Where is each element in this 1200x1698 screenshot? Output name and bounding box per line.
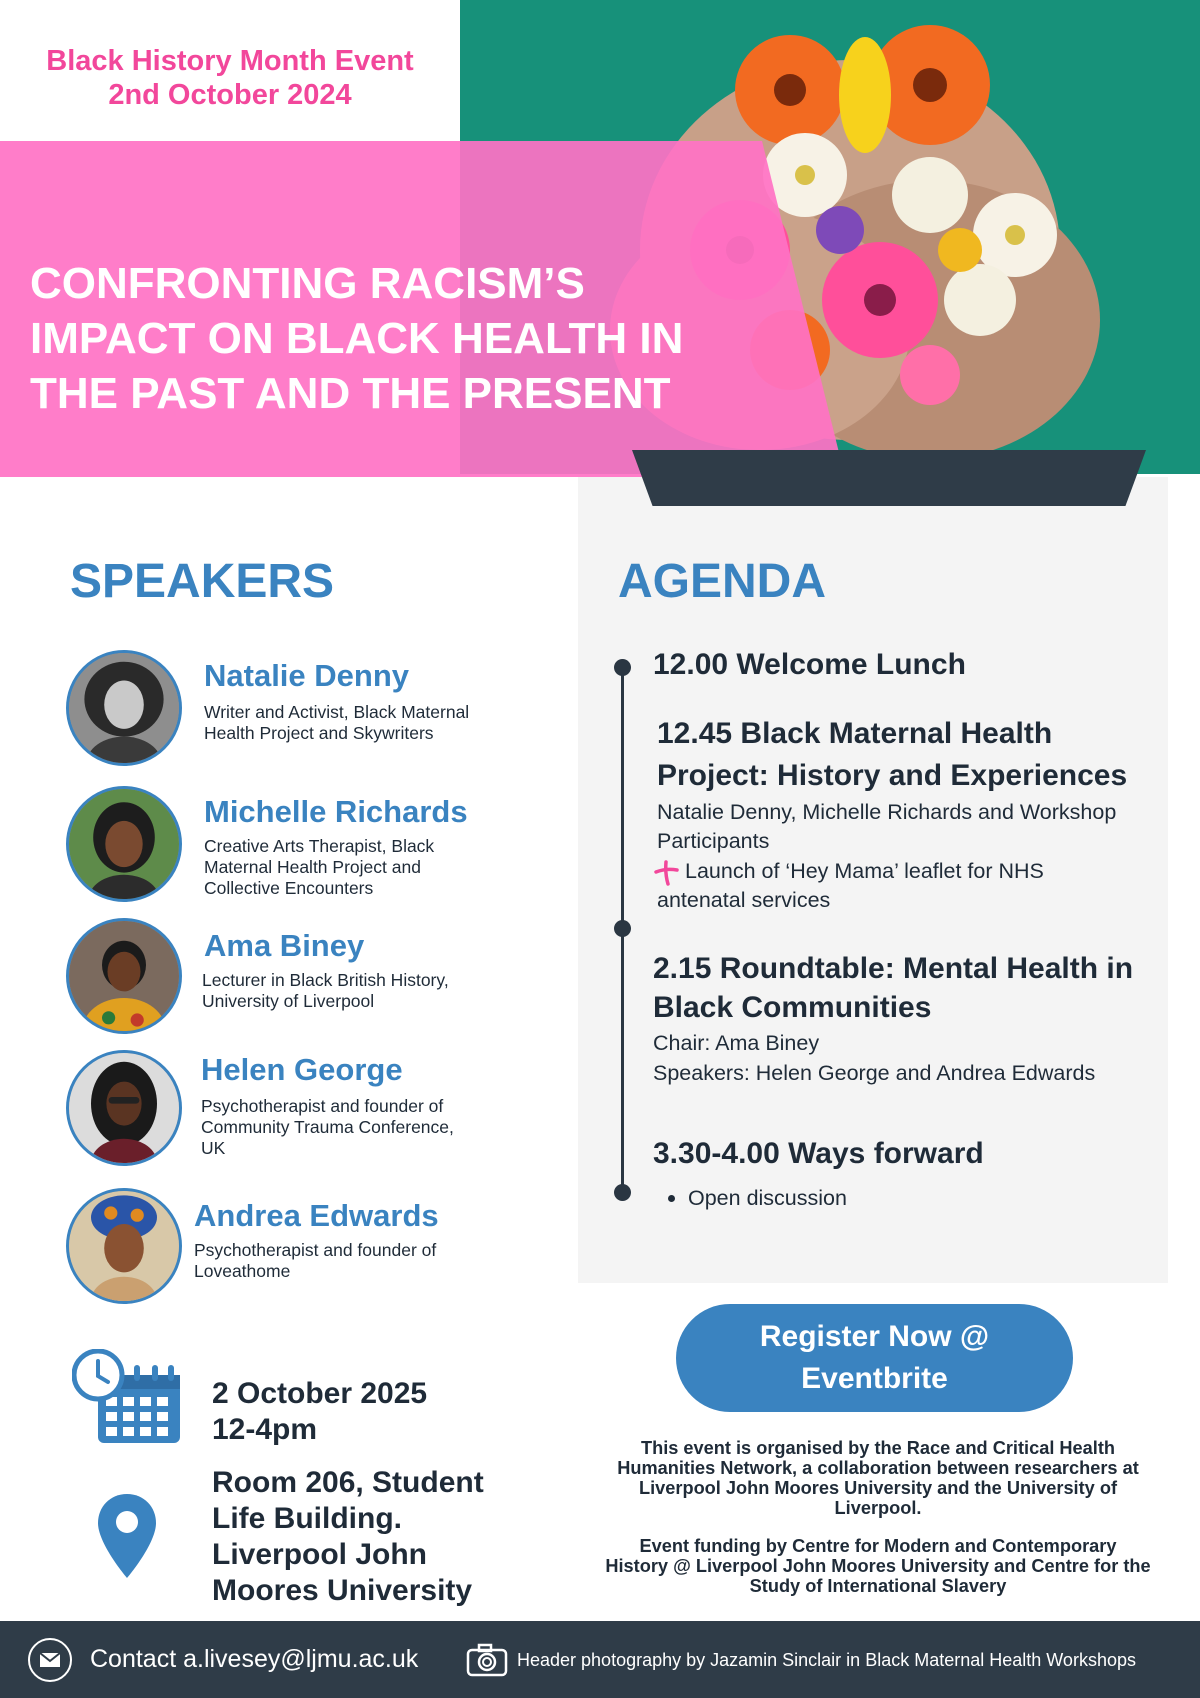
title-line-2: IMPACT ON BLACK HEALTH IN bbox=[30, 314, 684, 363]
organiser-note bbox=[588, 1438, 1168, 1518]
agenda-item-text: Participants bbox=[657, 829, 770, 853]
speaker-role bbox=[194, 1240, 494, 1282]
timeline-dot bbox=[614, 920, 631, 937]
agenda-item-heading: Black Communities bbox=[653, 991, 932, 1024]
speaker-role-line: Psychotherapist and founder of bbox=[194, 1240, 437, 1260]
location-text: Life Building. bbox=[212, 1502, 402, 1535]
credit-line: Study of International Slavery bbox=[749, 1576, 1007, 1596]
agenda-item-heading: 3.30-4.00 Ways forward bbox=[653, 1137, 984, 1170]
speaker-role-line: Creative Arts Therapist, Black bbox=[204, 836, 435, 856]
speaker-role-line: Writer and Activist, Black Maternal bbox=[204, 702, 470, 722]
calendar-clock-icon bbox=[72, 1349, 184, 1445]
agenda-item-text: Natalie Denny, Michelle Richards and Workshop bbox=[657, 800, 1117, 824]
event-tag bbox=[0, 44, 460, 112]
credit-line: This event is organised by the Race and Critical Health bbox=[640, 1438, 1116, 1458]
portrait-photo bbox=[69, 1053, 179, 1163]
credit-line: Humanities Network, a collaboration between researchers at bbox=[617, 1458, 1139, 1478]
speaker-role-line: Loveathome bbox=[194, 1261, 291, 1281]
decorative-bar bbox=[632, 450, 1146, 506]
agenda-item-heading: 12.00 Welcome Lunch bbox=[653, 648, 966, 681]
speaker-role-line: Psychotherapist and founder of bbox=[201, 1096, 444, 1116]
credit-line: Event funding by Centre for Modern and Contemporary bbox=[639, 1536, 1117, 1556]
register-button[interactable] bbox=[676, 1304, 1073, 1412]
agenda-item-text: Speakers: Helen George and Andrea Edwards bbox=[653, 1061, 1096, 1085]
event-date: 2nd October 2024 bbox=[108, 79, 352, 111]
funding-note bbox=[588, 1536, 1168, 1596]
agenda-item-text: Chair: Ama Biney bbox=[653, 1031, 820, 1055]
portrait-photo bbox=[69, 1191, 179, 1301]
bullet-icon bbox=[668, 1195, 675, 1202]
camera-icon bbox=[466, 1643, 508, 1677]
avatar bbox=[66, 1188, 182, 1304]
agenda-item-heading: 2.15 Roundtable: Mental Health in bbox=[653, 952, 1134, 985]
event-time-text: 12-4pm bbox=[212, 1413, 318, 1446]
speaker-role bbox=[204, 836, 504, 899]
agenda-item-heading: 12.45 Black Maternal Health bbox=[657, 717, 1053, 750]
page-title bbox=[30, 256, 810, 421]
avatar bbox=[66, 786, 182, 902]
credit-line: Liverpool. bbox=[834, 1498, 922, 1518]
credit-line: History @ Liverpool John Moores University and Centre for the bbox=[605, 1556, 1151, 1576]
speaker-role-line: Lecturer in Black British History, bbox=[202, 970, 449, 990]
avatar bbox=[66, 918, 182, 1034]
speaker-name: Andrea Edwards bbox=[194, 1198, 439, 1233]
speakers-heading: SPEAKERS bbox=[70, 555, 335, 608]
title-line-1: CONFRONTING RACISM’S bbox=[30, 259, 585, 308]
event-name: Black History Month Event bbox=[46, 45, 414, 77]
ribbon-icon bbox=[652, 858, 680, 886]
agenda-item-text: antenatal services bbox=[657, 888, 831, 912]
speaker-role bbox=[201, 1096, 501, 1159]
speaker-role-line: Health Project and Skywriters bbox=[204, 723, 434, 743]
avatar bbox=[66, 1050, 182, 1166]
speaker-role-line: Maternal Health Project and bbox=[204, 857, 421, 877]
agenda-heading: AGENDA bbox=[618, 555, 827, 608]
speaker-name: Ama Biney bbox=[204, 928, 365, 963]
speaker-role bbox=[204, 702, 504, 744]
timeline-dot bbox=[614, 1184, 631, 1201]
portrait-photo bbox=[69, 653, 179, 763]
portrait-photo bbox=[69, 921, 179, 1031]
mail-icon bbox=[28, 1638, 72, 1682]
footer bbox=[0, 1621, 1200, 1698]
register-label-line1: Register Now @ bbox=[759, 1320, 990, 1353]
portrait-photo bbox=[69, 789, 179, 899]
agenda-item-text: Open discussion bbox=[688, 1186, 847, 1210]
credit-line: Liverpool John Moores University and the University of bbox=[638, 1478, 1118, 1498]
agenda-item-text: Launch of ‘Hey Mama’ leaflet for NHS bbox=[685, 859, 1044, 883]
event-date-text: 2 October 2025 bbox=[212, 1377, 428, 1410]
speaker-name: Natalie Denny bbox=[204, 658, 410, 693]
timeline-dot bbox=[614, 659, 631, 676]
location-text: Moores University bbox=[212, 1574, 473, 1607]
avatar bbox=[66, 650, 182, 766]
contact-email-link[interactable]: Contact a.livesey@ljmu.ac.uk bbox=[90, 1645, 419, 1673]
location-pin-icon bbox=[96, 1492, 158, 1580]
photo-credit: Header photography by Jazamin Sinclair in Black Maternal Health Workshops bbox=[517, 1650, 1136, 1670]
speaker-role bbox=[202, 970, 502, 1012]
speaker-role-line: Collective Encounters bbox=[204, 878, 374, 898]
location-text: Liverpool John bbox=[212, 1538, 428, 1571]
speaker-role-line: University of Liverpool bbox=[202, 991, 375, 1011]
title-line-3: THE PAST AND THE PRESENT bbox=[30, 369, 671, 418]
agenda-item-heading: Project: History and Experiences bbox=[657, 759, 1128, 792]
speaker-role-line: Community Trauma Conference, bbox=[201, 1117, 454, 1137]
speaker-name: Helen George bbox=[201, 1052, 403, 1087]
speaker-role-line: UK bbox=[201, 1138, 226, 1158]
register-label-line2: Eventbrite bbox=[801, 1362, 948, 1395]
speaker-name: Michelle Richards bbox=[204, 794, 468, 829]
location-text: Room 206, Student bbox=[212, 1466, 484, 1499]
